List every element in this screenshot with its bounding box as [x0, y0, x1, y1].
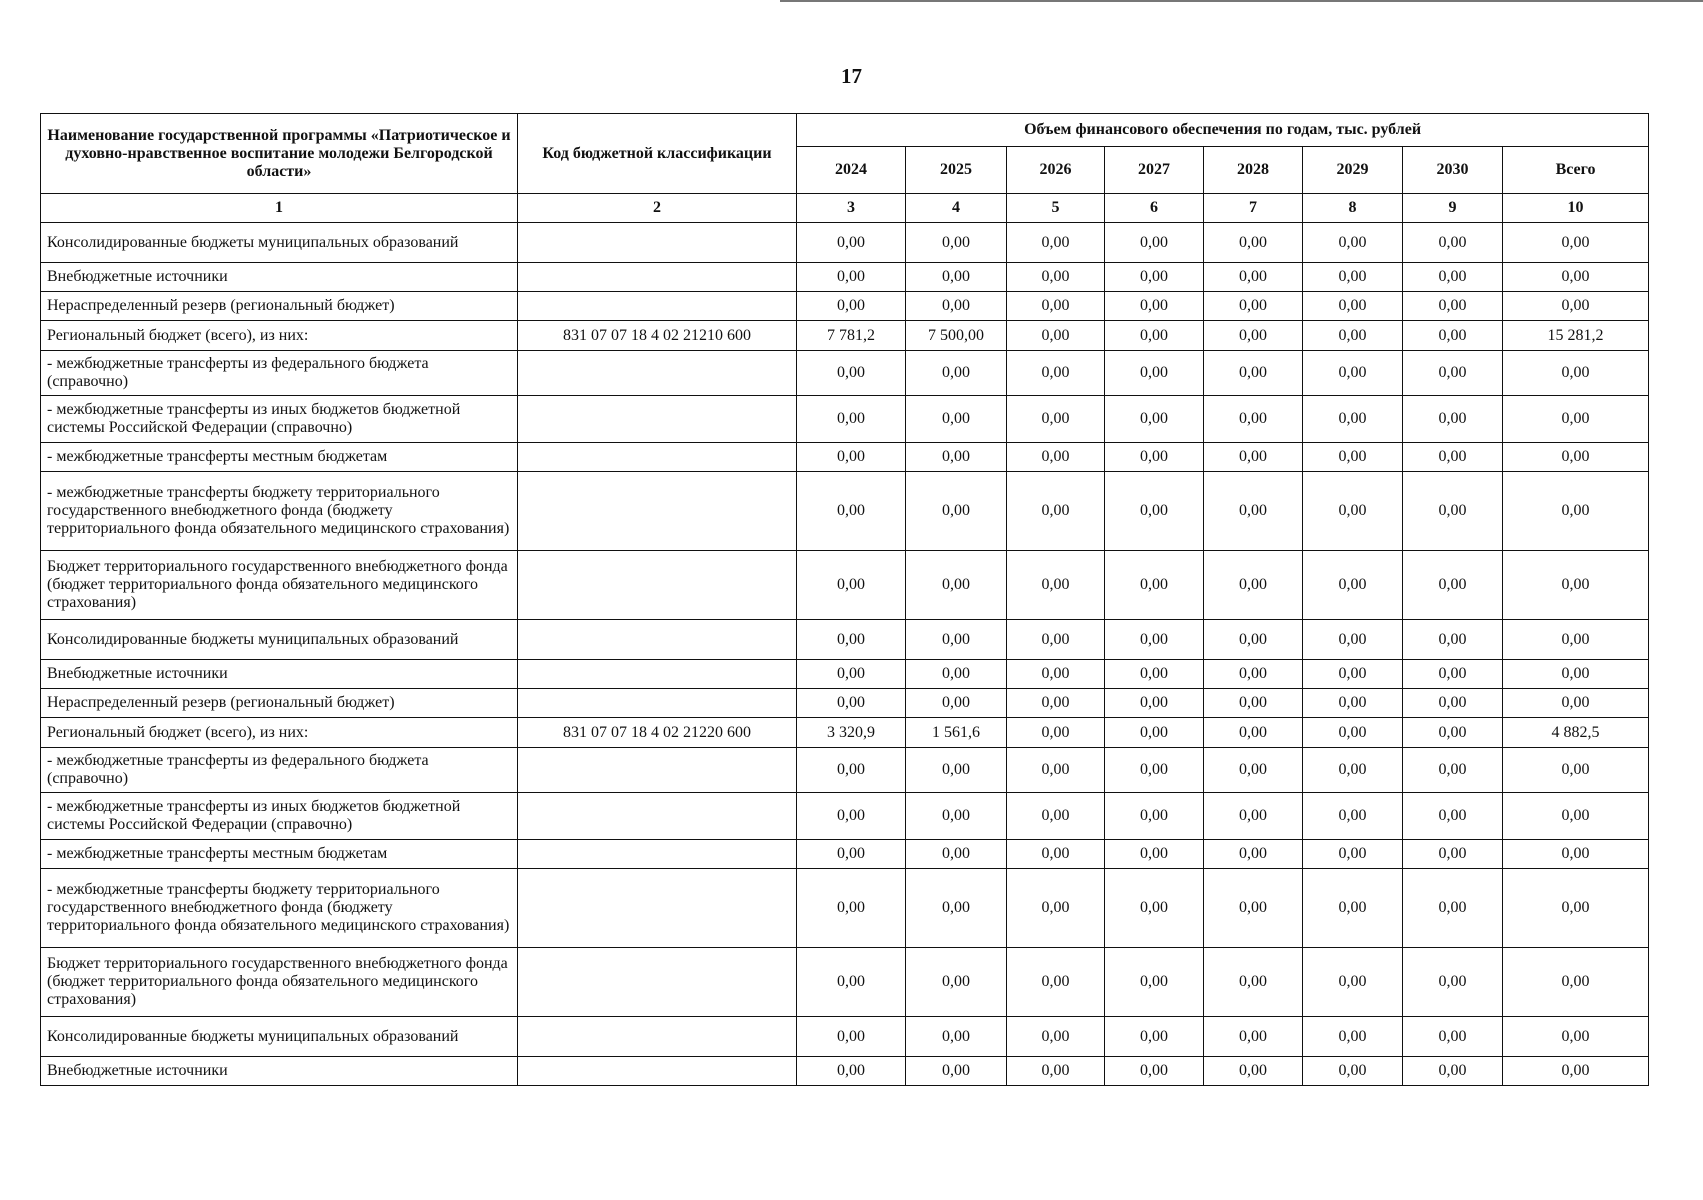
- row-year-value: 0,00: [797, 292, 906, 321]
- row-year-value: 1 561,6: [906, 718, 1007, 748]
- row-year-value: 0,00: [797, 660, 906, 689]
- row-year-value: 0,00: [1007, 718, 1105, 748]
- table-row: [41, 869, 1649, 948]
- header-year: 2028: [1204, 147, 1303, 194]
- row-code: [518, 292, 797, 321]
- row-year-value: 0,00: [906, 396, 1007, 443]
- row-year-value: 0,00: [1007, 551, 1105, 620]
- row-year-value: 0,00: [797, 263, 906, 292]
- row-year-value: 7 500,00: [906, 321, 1007, 351]
- row-year-value: 0,00: [1303, 472, 1403, 551]
- row-year-value: 0,00: [1105, 551, 1204, 620]
- row-year-value: 0,00: [1303, 718, 1403, 748]
- table-row: [41, 948, 1649, 1017]
- row-year-value: 0,00: [1007, 1057, 1105, 1086]
- row-name: Консолидированные бюджеты муниципальных образований: [41, 620, 518, 660]
- row-year-value: 0,00: [1204, 869, 1303, 948]
- column-number: 6: [1105, 194, 1204, 223]
- row-year-value: 0,00: [797, 840, 906, 869]
- row-year-value: 0,00: [797, 472, 906, 551]
- row-code: [518, 223, 797, 263]
- row-code: [518, 689, 797, 718]
- row-year-value: 0,00: [1204, 620, 1303, 660]
- row-year-value: 0,00: [1105, 321, 1204, 351]
- row-year-value: 0,00: [1303, 396, 1403, 443]
- row-year-value: 7 781,2: [797, 321, 906, 351]
- row-year-value: 0,00: [1204, 472, 1303, 551]
- header-year: 2026: [1007, 147, 1105, 194]
- row-year-value: 0,00: [1204, 793, 1303, 840]
- row-name: - межбюджетные трансферты из иных бюджетов бюджетной системы Российской Федерации (справочно): [41, 396, 518, 443]
- budget-table: [40, 113, 1649, 1086]
- row-year-value: 0,00: [906, 793, 1007, 840]
- row-year-value: 0,00: [1204, 351, 1303, 396]
- row-year-value: 0,00: [1204, 321, 1303, 351]
- row-year-value: 0,00: [1007, 472, 1105, 551]
- row-name: - межбюджетные трансферты из федерального бюджета (справочно): [41, 748, 518, 793]
- row-year-value: 0,00: [1204, 223, 1303, 263]
- row-year-value: 0,00: [1303, 620, 1403, 660]
- page-number: 17: [841, 64, 862, 88]
- column-number-row: [41, 194, 1649, 223]
- row-name: Внебюджетные источники: [41, 263, 518, 292]
- header-year: 2025: [906, 147, 1007, 194]
- row-year-value: 0,00: [1007, 223, 1105, 263]
- row-year-value: 0,00: [1007, 396, 1105, 443]
- row-year-value: 0,00: [1303, 321, 1403, 351]
- table-row: [41, 1017, 1649, 1057]
- row-code: [518, 840, 797, 869]
- row-total-value: 0,00: [1503, 551, 1649, 620]
- table-row: [41, 263, 1649, 292]
- row-year-value: 0,00: [906, 443, 1007, 472]
- row-year-value: 0,00: [1303, 1057, 1403, 1086]
- scan-top-line: [780, 0, 1703, 2]
- row-year-value: 0,00: [1105, 292, 1204, 321]
- column-number: 2: [518, 194, 797, 223]
- row-year-value: 0,00: [1204, 689, 1303, 718]
- row-year-value: 0,00: [1303, 551, 1403, 620]
- table-row: [41, 689, 1649, 718]
- row-year-value: 0,00: [1007, 292, 1105, 321]
- row-year-value: 0,00: [1105, 840, 1204, 869]
- row-year-value: 0,00: [1303, 840, 1403, 869]
- table-row: [41, 292, 1649, 321]
- row-year-value: 0,00: [1403, 472, 1503, 551]
- row-year-value: 0,00: [1007, 321, 1105, 351]
- table-row: [41, 748, 1649, 793]
- row-year-value: 0,00: [1105, 396, 1204, 443]
- column-number: 3: [797, 194, 906, 223]
- row-code: [518, 443, 797, 472]
- column-number: 10: [1503, 194, 1649, 223]
- row-total-value: 0,00: [1503, 292, 1649, 321]
- row-code: [518, 551, 797, 620]
- table-row: [41, 351, 1649, 396]
- row-year-value: 0,00: [797, 748, 906, 793]
- row-year-value: 0,00: [1303, 443, 1403, 472]
- row-year-value: 0,00: [1204, 263, 1303, 292]
- table-row: [41, 718, 1649, 748]
- row-code: [518, 869, 797, 948]
- row-year-value: 0,00: [1204, 551, 1303, 620]
- row-name: Консолидированные бюджеты муниципальных образований: [41, 1017, 518, 1057]
- row-year-value: 0,00: [1105, 263, 1204, 292]
- row-total-value: 0,00: [1503, 396, 1649, 443]
- row-name: - межбюджетные трансферты местным бюджетам: [41, 840, 518, 869]
- row-year-value: 0,00: [1007, 1017, 1105, 1057]
- row-year-value: 0,00: [1303, 689, 1403, 718]
- header-year: 2029: [1303, 147, 1403, 194]
- row-total-value: 0,00: [1503, 948, 1649, 1017]
- row-year-value: 0,00: [1007, 948, 1105, 1017]
- row-year-value: 0,00: [906, 1017, 1007, 1057]
- row-year-value: 0,00: [906, 223, 1007, 263]
- row-year-value: 0,00: [1303, 263, 1403, 292]
- row-year-value: 0,00: [1105, 443, 1204, 472]
- row-year-value: 0,00: [1204, 443, 1303, 472]
- row-code: [518, 472, 797, 551]
- row-code: [518, 793, 797, 840]
- row-name: - межбюджетные трансферты местным бюджетам: [41, 443, 518, 472]
- row-year-value: 0,00: [1403, 660, 1503, 689]
- row-year-value: 0,00: [1007, 793, 1105, 840]
- row-name: - межбюджетные трансферты бюджету территориального государственного внебюджетного фонда (бюджету территориального фонда обязательного медицинского страхования): [41, 472, 518, 551]
- row-code: [518, 1057, 797, 1086]
- row-code: 831 07 07 18 4 02 21210 600: [518, 321, 797, 351]
- table-row: [41, 396, 1649, 443]
- row-year-value: 0,00: [906, 1057, 1007, 1086]
- row-year-value: 0,00: [1105, 793, 1204, 840]
- row-code: [518, 660, 797, 689]
- column-number: 1: [41, 194, 518, 223]
- row-code: [518, 620, 797, 660]
- row-total-value: 4 882,5: [1503, 718, 1649, 748]
- row-year-value: 0,00: [1303, 1017, 1403, 1057]
- row-year-value: 0,00: [1105, 748, 1204, 793]
- row-year-value: 0,00: [906, 472, 1007, 551]
- row-total-value: 0,00: [1503, 620, 1649, 660]
- row-year-value: 0,00: [1204, 292, 1303, 321]
- row-year-value: 0,00: [1204, 948, 1303, 1017]
- row-year-value: 0,00: [1007, 748, 1105, 793]
- header-volume: Объем финансового обеспечения по годам, тыс. рублей: [797, 114, 1649, 147]
- row-year-value: 0,00: [797, 869, 906, 948]
- row-year-value: 0,00: [906, 263, 1007, 292]
- row-year-value: 0,00: [906, 948, 1007, 1017]
- column-number: 5: [1007, 194, 1105, 223]
- row-year-value: 0,00: [1007, 443, 1105, 472]
- row-year-value: 0,00: [1403, 551, 1503, 620]
- header-total: Всего: [1503, 147, 1649, 194]
- column-number: 4: [906, 194, 1007, 223]
- row-name: Внебюджетные источники: [41, 660, 518, 689]
- row-year-value: 0,00: [1403, 223, 1503, 263]
- row-name: Региональный бюджет (всего), из них:: [41, 718, 518, 748]
- row-year-value: 0,00: [1303, 793, 1403, 840]
- row-code: 831 07 07 18 4 02 21220 600: [518, 718, 797, 748]
- row-year-value: 0,00: [1403, 840, 1503, 869]
- table-row: [41, 660, 1649, 689]
- row-year-value: 0,00: [1105, 1017, 1204, 1057]
- row-name: Бюджет территориального государственного внебюджетного фонда (бюджет территориального фонда обязательного медицинского страхования): [41, 551, 518, 620]
- row-name: Бюджет территориального государственного внебюджетного фонда (бюджет территориального фонда обязательного медицинского страхования): [41, 948, 518, 1017]
- table-row: [41, 840, 1649, 869]
- row-code: [518, 948, 797, 1017]
- table-row: [41, 620, 1649, 660]
- row-total-value: 0,00: [1503, 1057, 1649, 1086]
- row-year-value: 0,00: [797, 443, 906, 472]
- row-year-value: 0,00: [1105, 718, 1204, 748]
- row-year-value: 0,00: [1007, 660, 1105, 689]
- row-year-value: 0,00: [797, 948, 906, 1017]
- row-year-value: 0,00: [797, 351, 906, 396]
- row-year-value: 0,00: [1303, 223, 1403, 263]
- row-year-value: 0,00: [1007, 869, 1105, 948]
- row-year-value: 3 320,9: [797, 718, 906, 748]
- table-row: [41, 1057, 1649, 1086]
- row-year-value: 0,00: [797, 223, 906, 263]
- table-row: [41, 551, 1649, 620]
- row-total-value: 0,00: [1503, 748, 1649, 793]
- row-name: Нераспределенный резерв (региональный бюджет): [41, 689, 518, 718]
- row-year-value: 0,00: [1105, 1057, 1204, 1086]
- column-number: 9: [1403, 194, 1503, 223]
- row-year-value: 0,00: [1007, 689, 1105, 718]
- table-body: [41, 223, 1649, 1086]
- row-year-value: 0,00: [1403, 351, 1503, 396]
- row-year-value: 0,00: [1403, 718, 1503, 748]
- row-total-value: 0,00: [1503, 869, 1649, 948]
- table-row: [41, 472, 1649, 551]
- row-year-value: 0,00: [1403, 869, 1503, 948]
- row-year-value: 0,00: [1403, 443, 1503, 472]
- row-year-value: 0,00: [1403, 689, 1503, 718]
- row-year-value: 0,00: [906, 689, 1007, 718]
- row-year-value: 0,00: [1105, 472, 1204, 551]
- row-year-value: 0,00: [1303, 351, 1403, 396]
- table-row: [41, 223, 1649, 263]
- row-year-value: 0,00: [906, 292, 1007, 321]
- row-year-value: 0,00: [1204, 660, 1303, 689]
- row-year-value: 0,00: [797, 396, 906, 443]
- row-year-value: 0,00: [1007, 840, 1105, 869]
- row-total-value: 0,00: [1503, 689, 1649, 718]
- row-year-value: 0,00: [797, 620, 906, 660]
- row-total-value: 0,00: [1503, 443, 1649, 472]
- row-year-value: 0,00: [1303, 292, 1403, 321]
- row-year-value: 0,00: [1403, 396, 1503, 443]
- row-year-value: 0,00: [1007, 263, 1105, 292]
- row-year-value: 0,00: [1007, 620, 1105, 660]
- row-year-value: 0,00: [1204, 396, 1303, 443]
- row-year-value: 0,00: [797, 793, 906, 840]
- row-year-value: 0,00: [1303, 869, 1403, 948]
- row-name: Региональный бюджет (всего), из них:: [41, 321, 518, 351]
- row-year-value: 0,00: [1403, 321, 1503, 351]
- row-name: - межбюджетные трансферты из иных бюджетов бюджетной системы Российской Федерации (справочно): [41, 793, 518, 840]
- column-number: 7: [1204, 194, 1303, 223]
- row-year-value: 0,00: [1204, 718, 1303, 748]
- row-year-value: 0,00: [906, 748, 1007, 793]
- row-year-value: 0,00: [906, 551, 1007, 620]
- row-code: [518, 748, 797, 793]
- row-year-value: 0,00: [906, 869, 1007, 948]
- row-code: [518, 396, 797, 443]
- row-year-value: 0,00: [1204, 1017, 1303, 1057]
- row-year-value: 0,00: [1403, 263, 1503, 292]
- row-year-value: 0,00: [1105, 351, 1204, 396]
- header-code: Код бюджетной классификации: [518, 114, 797, 194]
- row-year-value: 0,00: [1105, 948, 1204, 1017]
- table-row: [41, 443, 1649, 472]
- row-name: - межбюджетные трансферты бюджету территориального государственного внебюджетного фонда (бюджету территориального фонда обязательного медицинского страхования): [41, 869, 518, 948]
- row-year-value: 0,00: [1007, 351, 1105, 396]
- row-year-value: 0,00: [797, 1057, 906, 1086]
- table-header: [41, 114, 1649, 223]
- row-year-value: 0,00: [1204, 748, 1303, 793]
- header-program-name: Наименование государственной программы «Патриотическое и духовно-нравственное воспитание молодежи Белгородской области»: [41, 114, 518, 194]
- row-year-value: 0,00: [797, 1017, 906, 1057]
- row-year-value: 0,00: [1204, 1057, 1303, 1086]
- row-year-value: 0,00: [1303, 660, 1403, 689]
- row-year-value: 0,00: [1105, 869, 1204, 948]
- row-year-value: 0,00: [906, 660, 1007, 689]
- row-year-value: 0,00: [1303, 948, 1403, 1017]
- row-year-value: 0,00: [906, 351, 1007, 396]
- header-year: 2030: [1403, 147, 1503, 194]
- row-year-value: 0,00: [1403, 1017, 1503, 1057]
- table-row: [41, 793, 1649, 840]
- row-year-value: 0,00: [1204, 840, 1303, 869]
- row-year-value: 0,00: [1105, 223, 1204, 263]
- row-code: [518, 263, 797, 292]
- row-name: Внебюджетные источники: [41, 1057, 518, 1086]
- column-number: 8: [1303, 194, 1403, 223]
- row-year-value: 0,00: [1303, 748, 1403, 793]
- row-total-value: 0,00: [1503, 793, 1649, 840]
- row-year-value: 0,00: [1105, 620, 1204, 660]
- row-total-value: 0,00: [1503, 223, 1649, 263]
- row-year-value: 0,00: [1105, 660, 1204, 689]
- row-year-value: 0,00: [797, 551, 906, 620]
- row-total-value: 15 281,2: [1503, 321, 1649, 351]
- row-total-value: 0,00: [1503, 351, 1649, 396]
- row-year-value: 0,00: [1403, 1057, 1503, 1086]
- row-code: [518, 1017, 797, 1057]
- row-name: Консолидированные бюджеты муниципальных образований: [41, 223, 518, 263]
- row-year-value: 0,00: [1403, 620, 1503, 660]
- row-year-value: 0,00: [1403, 292, 1503, 321]
- row-code: [518, 351, 797, 396]
- header-year: 2024: [797, 147, 906, 194]
- row-total-value: 0,00: [1503, 472, 1649, 551]
- row-total-value: 0,00: [1503, 1017, 1649, 1057]
- row-name: Нераспределенный резерв (региональный бюджет): [41, 292, 518, 321]
- row-year-value: 0,00: [1105, 689, 1204, 718]
- table-row: [41, 321, 1649, 351]
- row-year-value: 0,00: [906, 840, 1007, 869]
- row-total-value: 0,00: [1503, 263, 1649, 292]
- row-year-value: 0,00: [1403, 748, 1503, 793]
- row-year-value: 0,00: [1403, 793, 1503, 840]
- header-year: 2027: [1105, 147, 1204, 194]
- row-year-value: 0,00: [906, 620, 1007, 660]
- row-year-value: 0,00: [797, 689, 906, 718]
- row-year-value: 0,00: [1403, 948, 1503, 1017]
- row-total-value: 0,00: [1503, 840, 1649, 869]
- row-total-value: 0,00: [1503, 660, 1649, 689]
- row-name: - межбюджетные трансферты из федерального бюджета (справочно): [41, 351, 518, 396]
